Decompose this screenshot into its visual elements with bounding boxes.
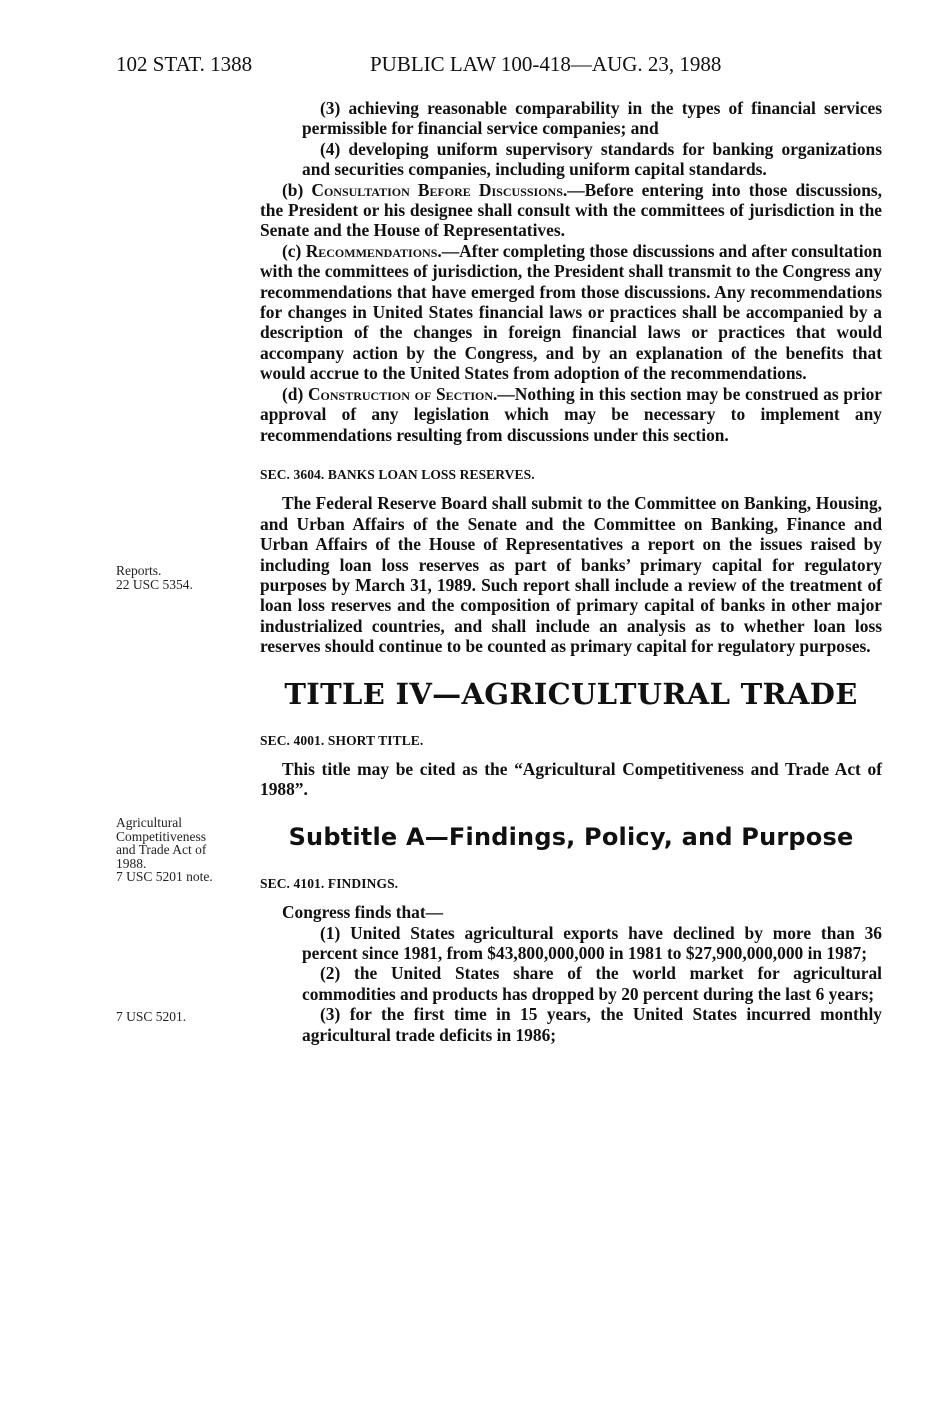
subsection-c-heading: Recommendations xyxy=(305,240,438,261)
sec-4001-text: This title may be cited as the “Agricultural Competitiveness and Trade Act of 1988”. xyxy=(260,758,882,800)
page-header xyxy=(116,52,886,82)
margin-note-agri-line1: Agricultural xyxy=(116,815,182,830)
finding-1: (1) United States agricultural exports have declined by more than 36 percent since 1981, from $43,800,000,000 in 1981 to $27,900,000,000 in 1987; xyxy=(302,922,882,963)
subsection-c-number: (c) xyxy=(282,240,306,261)
sec-4001-heading: SEC. 4001. SHORT TITLE. xyxy=(260,732,424,748)
margin-note-reports xyxy=(116,564,193,591)
sec-4101-intro: Congress finds that— xyxy=(282,902,444,923)
margin-note-agri-line4: 1988. xyxy=(116,855,147,871)
main-text-column xyxy=(260,98,882,1045)
margin-note-agri-line3: and Trade Act of xyxy=(116,842,207,857)
sec-4101-heading: SEC. 4101. FINDINGS. xyxy=(260,875,399,891)
margin-note-reports-label: Reports. xyxy=(116,563,162,578)
subsection-b-text: .—Before entering into those discussions, the President or his designee shall consult with the committees of jurisdiction in the Senate and the House of Representatives. xyxy=(260,179,882,241)
public-law-citation: PUBLIC LAW 100-418—AUG. 23, 1988 xyxy=(370,52,722,76)
subsection-c-text: .—After completing those discussions and after consultation with the committees of jurisdiction, the President shall transmit to the Congress any recommendations that have emerged from those discussions. Any recommendations for changes in United States financial laws or practices shall be accompanied by a description of the changes in foreign financial laws or practices that would accompany action by the Congress, and by an explanation of the benefits that would accrue to the United States from adoption of the recommendations. xyxy=(260,240,882,384)
finding-2: (2) the United States share of the world market for agricultural commodities and products has dropped by 20 percent during the last 6 years; xyxy=(302,963,882,1004)
subsection-b-number: (b) xyxy=(282,179,312,200)
subsection-d-text: .—Nothing in this section may be construed as prior approval of any legislation which may be necessary to implement any recommendations resulting from discussions under this section. xyxy=(260,383,882,445)
margin-note-agricultural-act xyxy=(116,816,213,884)
statute-page-number: 102 STAT. 1388 xyxy=(116,52,253,76)
title-iv-heading: TITLE IV—AGRICULTURAL TRADE xyxy=(284,676,858,711)
subsection-d-number: (d) xyxy=(282,383,308,404)
subsection-b-heading: Consultation Before Discussions xyxy=(311,179,563,200)
subsection-d xyxy=(260,384,882,445)
margin-note-agri-cite: 7 USC 5201 note. xyxy=(116,869,213,884)
sec-3604-text: The Federal Reserve Board shall submit to the Committee on Banking, Housing, and Urban Affairs of the Senate and the Committee on Banking, Finance and Urban Affairs of the House of Representatives a report on the issues raised by including loan loss reserves as part of banks’ primary capital for regulatory purposes by March 31, 1989. Such report shall include a review of the treatment of loan loss reserves and the composition of primary capital of banks in other major industrialized countries, and shall include an analysis as to whether loan loss reserves should continue to be counted as primary capital for regulatory purposes. xyxy=(260,493,882,657)
margin-note-findings-cite: 7 USC 5201. xyxy=(116,1009,187,1024)
subtitle-a-heading: Subtitle A—Findings, Policy, and Purpose xyxy=(288,822,854,851)
paragraph-4: (4) developing uniform supervisory standards for banking organizations and securities companies, including uniform capital standards. xyxy=(302,138,882,180)
subsection-b xyxy=(260,180,882,241)
margin-note-agri-line2: Competitiveness xyxy=(116,828,206,844)
finding-3: (3) for the first time in 15 years, the United States incurred monthly agricultural trade deficits in 1986; xyxy=(302,1004,882,1045)
paragraph-3: (3) achieving reasonable comparability in the types of financial services permissible for financial service companies; and xyxy=(302,98,882,139)
subsection-c xyxy=(260,241,882,384)
margin-note-reports-cite: 22 USC 5354. xyxy=(116,576,193,592)
margin-note-findings xyxy=(116,1010,186,1024)
sec-3604-heading: SEC. 3604. BANKS LOAN LOSS RESERVES. xyxy=(260,466,535,482)
subsection-d-heading: Construction of Section xyxy=(307,383,494,404)
